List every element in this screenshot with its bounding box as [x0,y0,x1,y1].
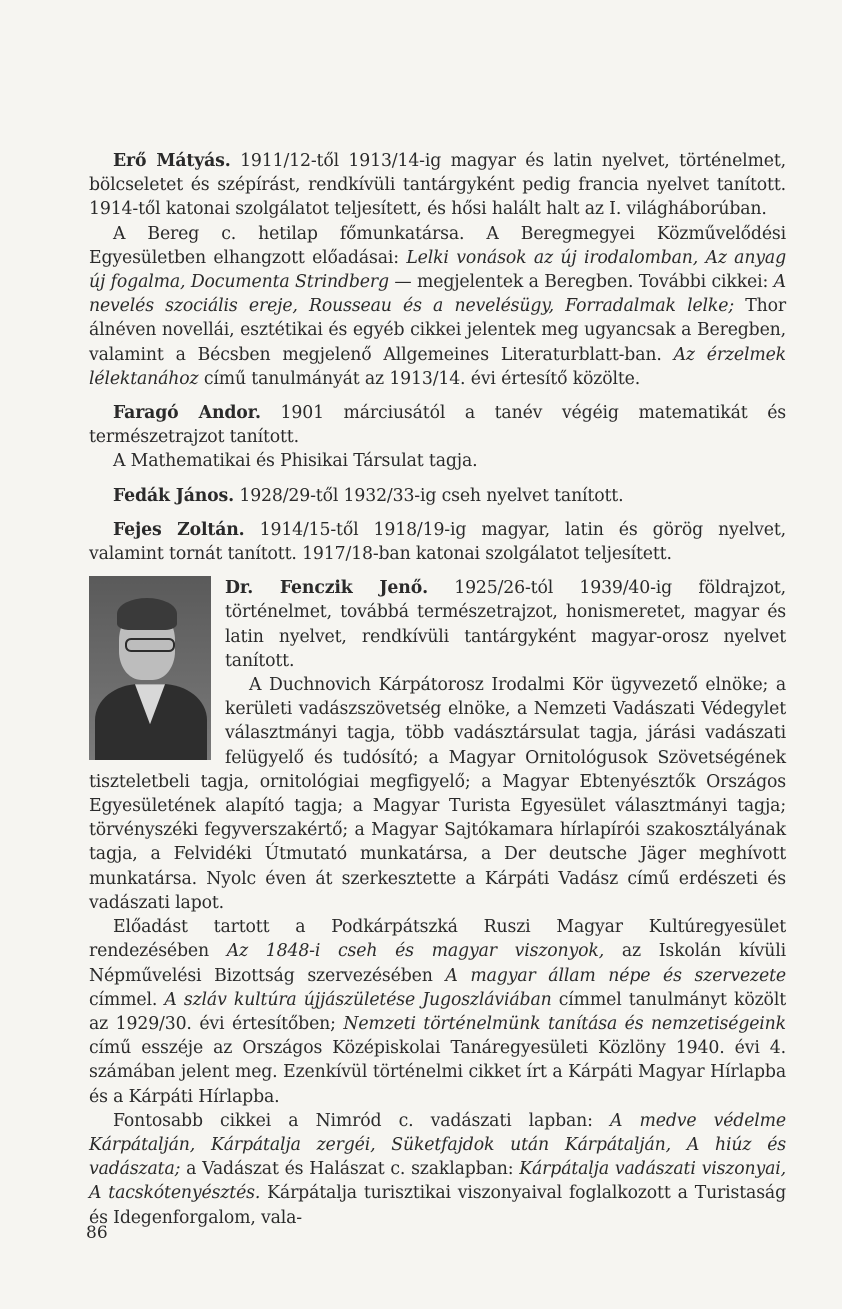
entry-name: Faragó Andor. [113,403,261,424]
body-text [89,149,786,1230]
entry-fedak: Fedák János. 1928/29-től 1932/33-ig cseh nyelvet tanított. [113,485,624,506]
entry-fejes: Fejes Zoltán. 1914/15-től 1918/19-ig magyar, latin és görög nyelvet, valamint tornát tanított. 1917/18-ban katonai szolgálatot teljesített. [89,519,786,565]
entry-ero: Erő Mátyás. 1911/12-től 1913/14-ig magyar és latin nyelvet, történelmet, bölcseletet és szépírást, rendkívüli tantárgyként pedig francia nyelvet tanított. 1914-től katonai szolgálatot teljesített, és hősi halált halt az I. világháborúban. [89,151,786,220]
entry-name: Erő Mátyás. [113,151,231,171]
entry-name: Fedák János. [113,485,234,506]
page-number: 86 [86,1223,108,1243]
entry-fenczik: Dr. Fenczik Jenő. 1925/26-tól 1939/40-ig földrajzot, történelmet, továbbá természetrajzot, honismeretet, magyar és latin nyelvet, rendkívüli tantárgyként magyar-orosz nyelvet tanított. [225,578,786,671]
portrait-photo [89,576,211,760]
entry-fenczik-articles: Fontosabb cikkei a Nimród c. vadászati lapban: A medve védelme Kárpátalján, Kárpátalja zergéi, Süketfajdok után Kárpátalján, A hiúz és vadászata; a Vadászat és Halászat c. szaklapban: Kárpátalja vadászati viszonyai, A tacskótenyésztés. Kárpátalja turisztikai viszonyaival foglalkozott a Turistaság és Idegenforgalom, vala- [89,1110,786,1228]
entry-ero-works: A Bereg c. hetilap főmunkatársa. A Beregmegyei Közművelődési Egyesületben elhangzott előadásai: Lelki vonások az új irodalomban, Az anyag új fogalma, Documenta Strindberg — megjelentek a Beregben. További cikkei: A nevelés szociális ereje, Rousseau és a nevelésügy, Forradalmak lelke; Thor álnéven novellái, esztétikai és egyéb cikkei jelentek meg ugyancsak a Beregben, valamint a Bécsben megjelenő Allgemeines Literaturblatt-ban. Az érzelmek lélektanához című tanulmányát az 1913/14. évi értesítő közölte. [89,223,787,389]
entry-fenczik-lectures: Előadást tartott a Podkárpátszká Ruszi Magyar Kultúregyesület rendezésében Az 1848-i cseh és magyar viszonyok, az Iskolán kívüli Népművelési Bizottság szervezésében A magyar állam népe és szervezete címmel. A szláv kultúra újjászületése Jugoszláviában címmel tanulmányt közölt az 1929/30. évi értesítőben; Nemzeti történelmünk tanítása és nemzetiségeink című esszéje az Országos Középiskolai Tanáregyesületi Közlöny 1940. évi 4. számában jelent meg. Ezenkívül történelmi cikket írt a Kárpáti Magyar Hírlapba és a Kárpáti Hírlapba. [89,917,787,1107]
entry-fenczik-memberships: A Duchnovich Kárpátorosz Irodalmi Kör ügyvezető elnöke; a kerületi vadászszövetség elnöke, a Nemzeti Vadászati Védegylet választmányi tagja, több vadásztársulat tagja, járási vadászati felügyelő és tudósító; a Magyar Ornitológusok Szövetségének tiszteletbeli tagja, ornitológiai megfigyelő; a Magyar Ebtenyésztők Országos Egyesületének alapító tagja; a Magyar Turista Egyesület választmányi tagja; törvényszéki fegyverszakértő; a Magyar Sajtókamara hírlapírói szakosztályának tagja, a Felvidéki Útmutató munkatársa, a Der deutsche Jäger meghívott munkatársa. Nyolc éven át szerkesztette a Kárpáti Vadász című erdészeti és vadászati lapot. [89,675,786,913]
entry-farago: Faragó Andor. 1901 márciusától a tanév végéig matematikát és természetrajzot tanított. [89,403,786,448]
entry-farago-extra: A Mathematikai és Phisikai Társulat tagja. [113,451,478,472]
entry-name: Dr. Fenczik Jenő. [225,578,428,599]
entry-name: Fejes Zoltán. [113,519,245,540]
